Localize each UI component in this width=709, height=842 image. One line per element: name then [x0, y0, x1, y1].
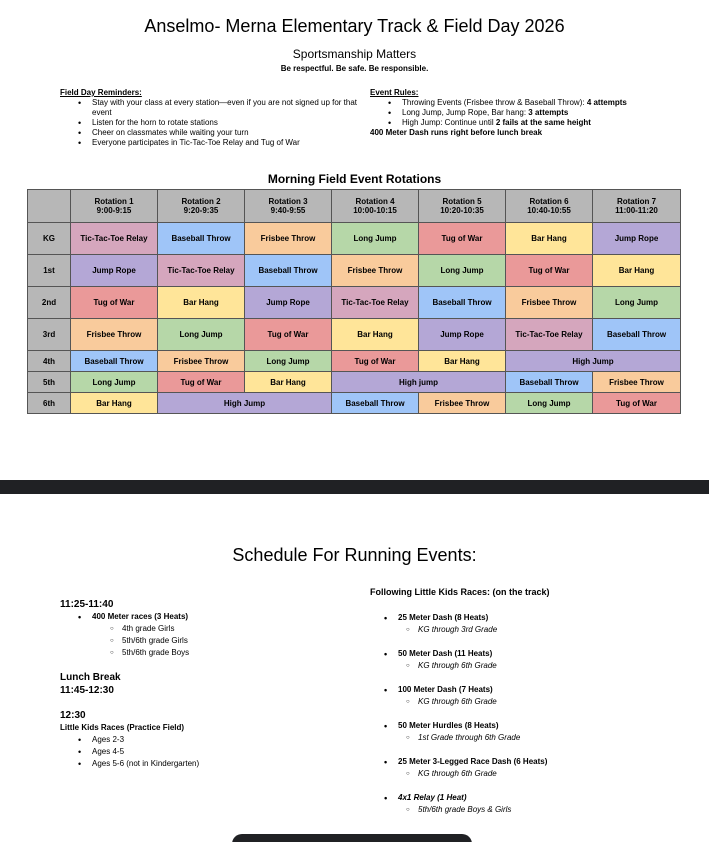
- event-cell: Tic-Tac-Toe Relay: [332, 287, 419, 319]
- event-cell: Long Jump: [506, 393, 593, 414]
- rules-heading: Event Rules:: [370, 88, 419, 97]
- motto: Be respectful. Be safe. Be responsible.: [280, 64, 429, 73]
- table-row: [28, 372, 681, 393]
- rotation-time: 10:20-10:35: [440, 206, 484, 215]
- race-name: • 50 Meter Dash (11 Heats): [384, 648, 690, 660]
- race-event: [370, 720, 690, 744]
- corner-cell: [28, 190, 71, 223]
- grade-cell: 6th: [28, 393, 71, 414]
- event-cell: Bar Hang: [332, 319, 419, 351]
- race-name: • 4x1 Relay (1 Heat): [384, 792, 690, 804]
- event-cell: Frisbee Throw: [158, 351, 245, 372]
- running-schedule-left: [60, 598, 360, 770]
- event-cell: Baseball Throw: [71, 351, 158, 372]
- rule-emphasis: 2 fails at the same height: [495, 118, 591, 127]
- race-list: [370, 720, 690, 732]
- event-cell: Long Jump: [158, 319, 245, 351]
- rotation-name: Rotation 1: [94, 197, 134, 206]
- race-event: [370, 612, 690, 636]
- race-list: [370, 792, 690, 804]
- event-cell: Long Jump: [593, 287, 681, 319]
- list-item: • Everyone participates in Tic-Tac-Toe Relay and Tug of War: [78, 138, 360, 148]
- following-heading: Following Little Kids Races: (on the track): [370, 587, 550, 597]
- dash-note: 400 Meter Dash runs right before lunch break: [370, 128, 543, 137]
- list-item: ○ 1st Grade through 6th Grade: [406, 732, 690, 744]
- rule-emphasis: 3 attempts: [528, 108, 569, 117]
- rule-text: Long Jump, Jump Rope, Bar hang:: [402, 108, 529, 117]
- event-cell: Bar Hang: [506, 223, 593, 255]
- event-cell: Tug of War: [593, 393, 681, 414]
- rule-emphasis: 4 attempts: [586, 98, 627, 107]
- lunch-label: Lunch Break: [60, 672, 121, 683]
- page-subtitle: Sportsmanship Matters: [292, 47, 417, 61]
- field-day-reminders: [60, 88, 360, 148]
- event-cell: Baseball Throw: [158, 223, 245, 255]
- list-item: ○ KG through 3rd Grade: [406, 624, 690, 636]
- event-cell: Long Jump: [71, 372, 158, 393]
- grade-cell: 5th: [28, 372, 71, 393]
- event-cell: High jump: [332, 372, 506, 393]
- block-time: 12:30: [60, 710, 86, 721]
- event-cell: Bar Hang: [245, 372, 332, 393]
- race-event: [370, 756, 690, 780]
- race-grades: [370, 804, 690, 816]
- table-row: [28, 223, 681, 255]
- race-grades: [370, 660, 690, 672]
- running-schedule-right: [370, 586, 690, 828]
- rotation-time: 10:40-10:55: [527, 206, 571, 215]
- event-cell: Baseball Throw: [506, 372, 593, 393]
- rule-text: High Jump: Continue until: [402, 118, 496, 127]
- event-cell: Jump Rope: [419, 319, 506, 351]
- grade-cell: 3rd: [28, 319, 71, 351]
- list-item: ○ KG through 6th Grade: [406, 696, 690, 708]
- list-item: • Ages 2-3: [78, 734, 360, 746]
- page-divider: [0, 480, 709, 494]
- race-grades: [370, 696, 690, 708]
- list-item: • Cheer on classmates while waiting your turn: [78, 128, 360, 138]
- event-cell: Frisbee Throw: [506, 287, 593, 319]
- race-grades: [370, 732, 690, 744]
- list-item: • Stay with your class at every station—even if you are not signed up for that event: [78, 98, 360, 118]
- rotation-header: [71, 190, 158, 223]
- page-title: Anselmo- Merna Elementary Track & Field Day 2026: [144, 16, 565, 36]
- race-grades: [370, 624, 690, 636]
- event-cell: Long Jump: [419, 255, 506, 287]
- event-cell: Baseball Throw: [245, 255, 332, 287]
- event-cell: Tug of War: [158, 372, 245, 393]
- list-item: ○ 5th/6th grade Boys: [110, 647, 360, 659]
- event-cell: Baseball Throw: [593, 319, 681, 351]
- list-item: ○ 5th/6th grade Girls: [110, 635, 360, 647]
- rotation-time: 10:00-10:15: [353, 206, 397, 215]
- age-list: [60, 734, 360, 770]
- event-cell: Tug of War: [71, 287, 158, 319]
- viewer-toolbar[interactable]: [232, 834, 472, 842]
- rotation-name: Rotation 6: [529, 197, 569, 206]
- rotation-header: [593, 190, 681, 223]
- event-cell: Tug of War: [245, 319, 332, 351]
- race-name: • 25 Meter Dash (8 Heats): [384, 612, 690, 624]
- reminders-list: [60, 98, 360, 148]
- list-item: [388, 98, 660, 108]
- event-cell: High Jump: [158, 393, 332, 414]
- event-cell: Jump Rope: [245, 287, 332, 319]
- rotation-name: Rotation 4: [355, 197, 395, 206]
- event-cell: Frisbee Throw: [245, 223, 332, 255]
- race-name: • 25 Meter 3-Legged Race Dash (6 Heats): [384, 756, 690, 768]
- heat-list: [60, 623, 360, 659]
- race-list: [370, 612, 690, 624]
- race-event: [370, 648, 690, 672]
- running-schedule-title: Schedule For Running Events:: [232, 545, 477, 565]
- event-cell: Tug of War: [332, 351, 419, 372]
- race-list: [370, 756, 690, 768]
- rotation-time: 9:20-9:35: [183, 206, 219, 215]
- list-item: • 400 Meter races (3 Heats): [78, 611, 360, 623]
- rotation-name: Rotation 2: [181, 197, 221, 206]
- event-cell: Tug of War: [506, 255, 593, 287]
- event-rules: [370, 88, 660, 138]
- rotation-header: [332, 190, 419, 223]
- event-cell: Jump Rope: [593, 223, 681, 255]
- list-item: ○ 5th/6th grade Boys & Girls: [406, 804, 690, 816]
- block-time: 11:25-11:40: [60, 599, 114, 610]
- list-item: [388, 108, 660, 118]
- table-row: [28, 255, 681, 287]
- event-cell: Bar Hang: [419, 351, 506, 372]
- table-row: [28, 351, 681, 372]
- table-header-row: [28, 190, 681, 223]
- race-grades: [370, 768, 690, 780]
- lunch-time: 11:45-12:30: [60, 685, 114, 696]
- event-cell: Frisbee Throw: [419, 393, 506, 414]
- event-cell: Frisbee Throw: [71, 319, 158, 351]
- block-event: Little Kids Races (Practice Field): [60, 723, 185, 732]
- rules-list: [370, 98, 660, 128]
- event-cell: Baseball Throw: [332, 393, 419, 414]
- grade-cell: 2nd: [28, 287, 71, 319]
- event-cell: Baseball Throw: [419, 287, 506, 319]
- event-cell: Frisbee Throw: [593, 372, 681, 393]
- rotation-name: Rotation 7: [616, 197, 657, 206]
- rotation-name: Rotation 3: [268, 197, 308, 206]
- table-row: [28, 319, 681, 351]
- rotation-time: 9:00-9:15: [96, 206, 132, 215]
- event-cell: Long Jump: [245, 351, 332, 372]
- rotation-table: [27, 189, 681, 414]
- event-cell: High Jump: [506, 351, 681, 372]
- list-item: • Listen for the horn to rotate stations: [78, 118, 360, 128]
- event-cell: Tic-Tac-Toe Relay: [158, 255, 245, 287]
- event-cell: Bar Hang: [71, 393, 158, 414]
- rotation-name: Rotation 5: [442, 197, 482, 206]
- event-cell: Bar Hang: [158, 287, 245, 319]
- list-item: ○ 4th grade Girls: [110, 623, 360, 635]
- event-cell: Tic-Tac-Toe Relay: [506, 319, 593, 351]
- event-cell: Jump Rope: [71, 255, 158, 287]
- race-event: [370, 792, 690, 816]
- event-cell: Bar Hang: [593, 255, 681, 287]
- list-item: ○ KG through 6th Grade: [406, 768, 690, 780]
- rotation-header: [506, 190, 593, 223]
- rotation-time: 11:00-11:20: [615, 206, 658, 215]
- event-cell: Long Jump: [332, 223, 419, 255]
- block-events: [60, 611, 360, 623]
- rotation-header: [245, 190, 332, 223]
- race-name: • 100 Meter Dash (7 Heats): [384, 684, 690, 696]
- page-two: [0, 494, 709, 842]
- event-cell: Tug of War: [419, 223, 506, 255]
- rotation-table-title: Morning Field Event Rotations: [267, 172, 442, 186]
- grade-cell: 4th: [28, 351, 71, 372]
- event-cell: Frisbee Throw: [332, 255, 419, 287]
- rotation-header: [419, 190, 506, 223]
- grade-cell: 1st: [28, 255, 71, 287]
- race-name: • 50 Meter Hurdles (8 Heats): [384, 720, 690, 732]
- event-cell: Tic-Tac-Toe Relay: [71, 223, 158, 255]
- rule-text: Throwing Events (Frisbee throw & Baseball Throw):: [402, 98, 587, 107]
- list-item: • Ages 5-6 (not in Kindergarten): [78, 758, 360, 770]
- table-row: [28, 287, 681, 319]
- race-list: [370, 648, 690, 660]
- race-event: [370, 684, 690, 708]
- rotation-header: [158, 190, 245, 223]
- table-row: [28, 393, 681, 414]
- list-item: • Ages 4-5: [78, 746, 360, 758]
- list-item: [388, 118, 660, 128]
- race-list: [370, 684, 690, 696]
- list-item: ○ KG through 6th Grade: [406, 660, 690, 672]
- grade-cell: KG: [28, 223, 71, 255]
- rotation-time: 9:40-9:55: [270, 206, 306, 215]
- reminders-heading: Field Day Reminders:: [60, 88, 142, 97]
